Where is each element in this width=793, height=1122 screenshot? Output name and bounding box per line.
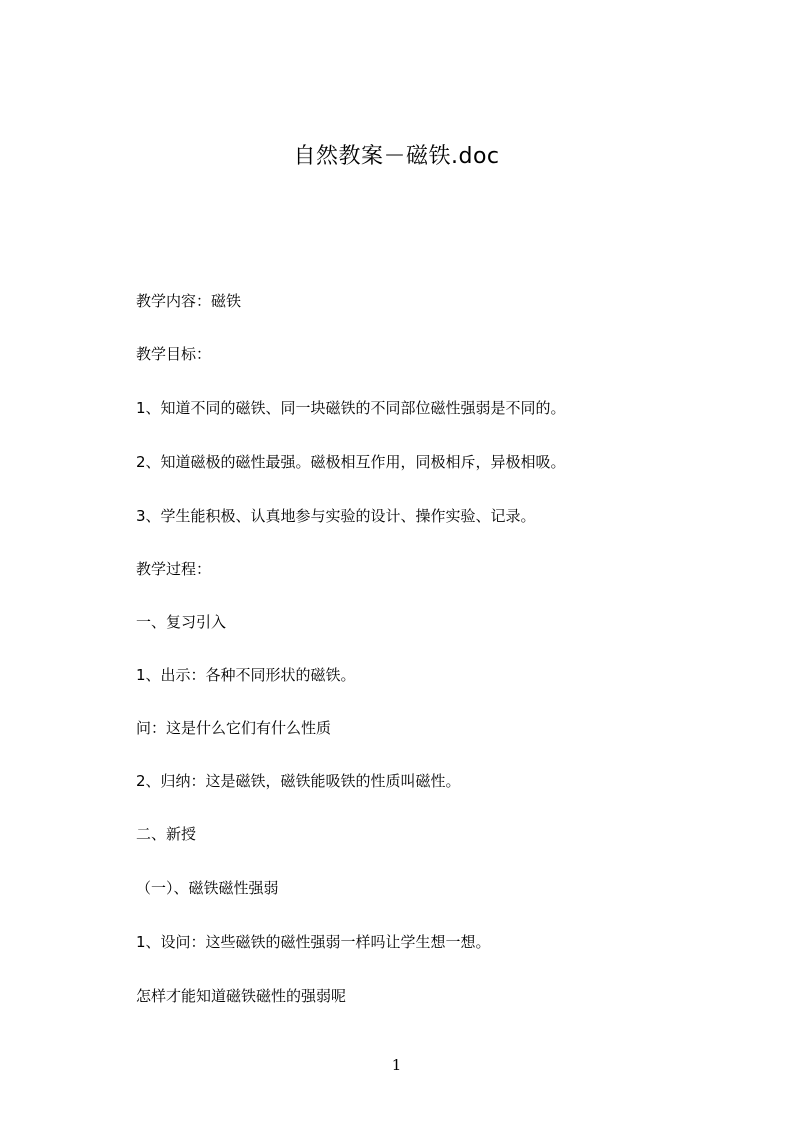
line-section-review: 一、复习引入 [136,613,227,631]
line-step-ask: 1、设问：这些磁铁的磁性强弱一样吗让学生想一想。 [136,933,491,951]
line-section-new-lesson: 二、新授 [136,825,197,843]
line-goal-1: 1、知道不同的磁铁、同一块磁铁的不同部位磁性强弱是不同的。 [136,399,566,417]
page-number: 1 [391,1056,402,1074]
line-subsection-magnet-strength: （一）、磁铁磁性强弱 [136,879,279,897]
line-step-show: 1、出示：各种不同形状的磁铁。 [136,666,356,684]
line-step-summary: 2、归纳：这是磁铁，磁铁能吸铁的性质叫磁性。 [136,772,461,790]
document-title: 自然教案－磁铁.doc [293,144,500,169]
line-question: 问：这是什么它们有什么性质 [136,719,332,737]
line-teaching-content: 教学内容：磁铁 [136,292,242,310]
line-goal-2: 2、知道磁极的磁性最强。磁极相互作用，同极相斥，异极相吸。 [136,453,566,471]
line-how-to-know: 怎样才能知道磁铁磁性的强弱呢 [136,987,347,1005]
line-goal-3: 3、学生能积极、认真地参与实验的设计、操作实验、记录。 [136,507,536,525]
line-teaching-process-heading: 教学过程： [136,560,212,578]
line-teaching-goals-heading: 教学目标： [136,345,212,363]
